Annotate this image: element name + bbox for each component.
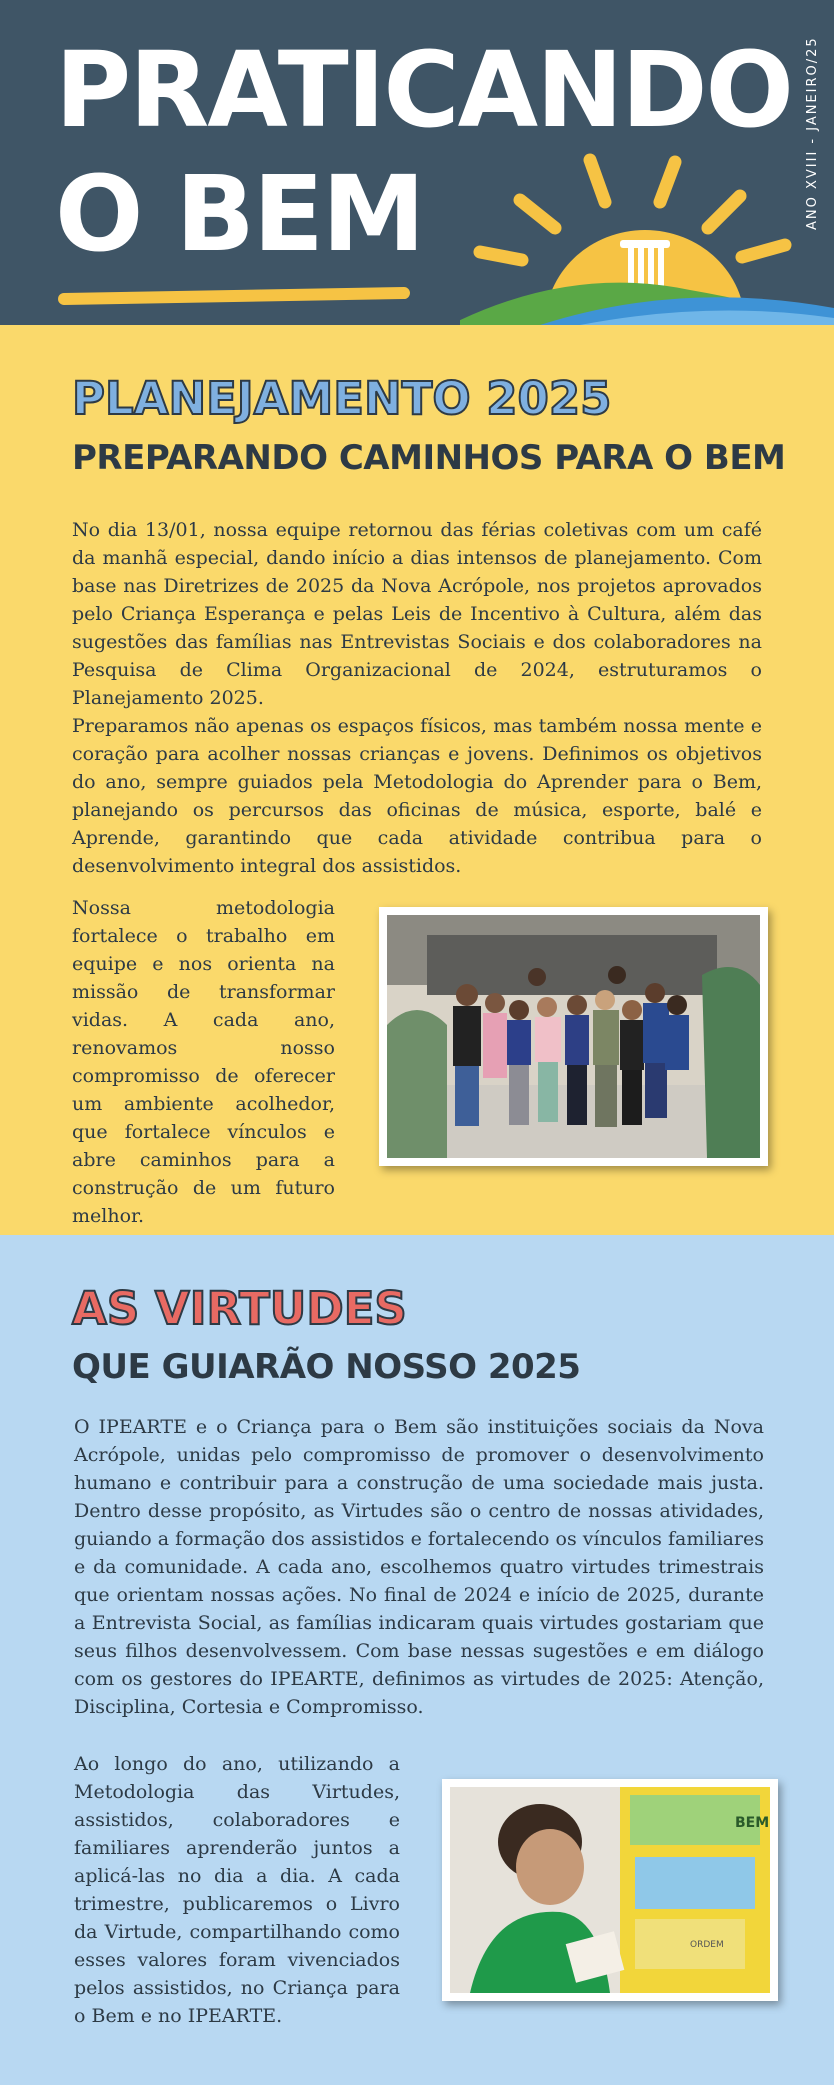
child-reading-photo-image bbox=[450, 1787, 770, 1993]
issue-label: ANO XVIII - JANEIRO/25 bbox=[805, 36, 820, 230]
title-underline bbox=[58, 287, 410, 305]
paragraph-virtudes-2: Ao longo do ano, utilizando a Metodologia das Virtudes, assistidos, colaboradores e familiares aprenderão juntos a aplicá-las no dia a dia. A cada trimestre, publicaremos o Livro da Virtude, compartilhando como esses valores foram vivenciados pelos assistidos, no Criança para o Bem e no IPEARTE. bbox=[74, 1753, 400, 2027]
section-kicker-planejamento: PLANEJAMENTO 2025 bbox=[72, 372, 612, 425]
sun-logo-icon bbox=[460, 140, 834, 325]
section-heading-virtudes: QUE GUIARÃO NOSSO 2025 bbox=[72, 1347, 581, 1387]
team-photo bbox=[379, 907, 768, 1166]
section-virtudes bbox=[0, 1235, 834, 2085]
section-heading-planejamento: PREPARANDO CAMINHOS PARA O BEM bbox=[72, 438, 786, 478]
paragraph-planejamento-2: Preparamos não apenas os espaços físicos, mas também nossa mente e coração para acolher nossas crianças e jovens. Definimos os objetivos do ano, sempre guiados pela Metodologia do Aprender para o Bem, planejando os percursos das oficinas de música, esporte, balé e Aprende, garantindo que cada atividade contribua para o desenvolvimento integral dos assistidos. bbox=[72, 715, 762, 877]
section-kicker-virtudes: AS VIRTUDES bbox=[72, 1282, 407, 1335]
child-reading-photo bbox=[442, 1779, 778, 2001]
poster-text-bem: BEM bbox=[735, 1815, 770, 1831]
section-planejamento bbox=[0, 325, 834, 1235]
paragraph-planejamento-1: No dia 13/01, nossa equipe retornou das férias coletivas com um café da manhã especial, dando início a dias intensos de planejamento. Com base nas Diretrizes de 2025 da Nova Acrópole, nos projetos aprovados pelo Criança Esperança e pelas Leis de Incentivo à Cultura, além das sugestões das famílias nas Entrevistas Sociais e dos colaboradores na Pesquisa de Clima Organizacional de 2024, estruturamos o Planejamento 2025. bbox=[72, 519, 762, 709]
title-line-1: PRATICANDO bbox=[55, 29, 792, 151]
title-line-2: O BEM bbox=[55, 153, 424, 275]
team-photo-image bbox=[387, 915, 760, 1158]
poster-text-ordem: ORDEM bbox=[690, 1940, 724, 1950]
masthead bbox=[0, 0, 834, 325]
paragraph-virtudes-1: O IPEARTE e o Criança para o Bem são instituições sociais da Nova Acrópole, unidas pelo compromisso de promover o desenvolvimento humano e contribuir para a construção de uma sociedade mais justa. Dentro desse propósito, as Virtudes são o centro de nossas atividades, guiando a formação dos assistidos e fortalecendo os vínculos familiares e da comunidade. A cada ano, escolhemos quatro virtudes trimestrais que orientam nossas ações. No final de 2024 e início de 2025, durante a Entrevista Social, as famílias indicaram quais virtudes gostariam que seus filhos desenvolvessem. Com base nessas sugestões e em diálogo com os gestores do IPEARTE, definimos as virtudes de 2025: Atenção, Disciplina, Cortesia e Compromisso. bbox=[74, 1416, 764, 1718]
paragraph-planejamento-3: Nossa metodologia fortalece o trabalho em equipe e nos orienta na missão de transformar vidas. A cada ano, renovamos nosso compromisso de oferecer um ambiente acolhedor, que fortalece vínculos e abre caminhos para a construção de um futuro melhor. bbox=[72, 897, 335, 1227]
